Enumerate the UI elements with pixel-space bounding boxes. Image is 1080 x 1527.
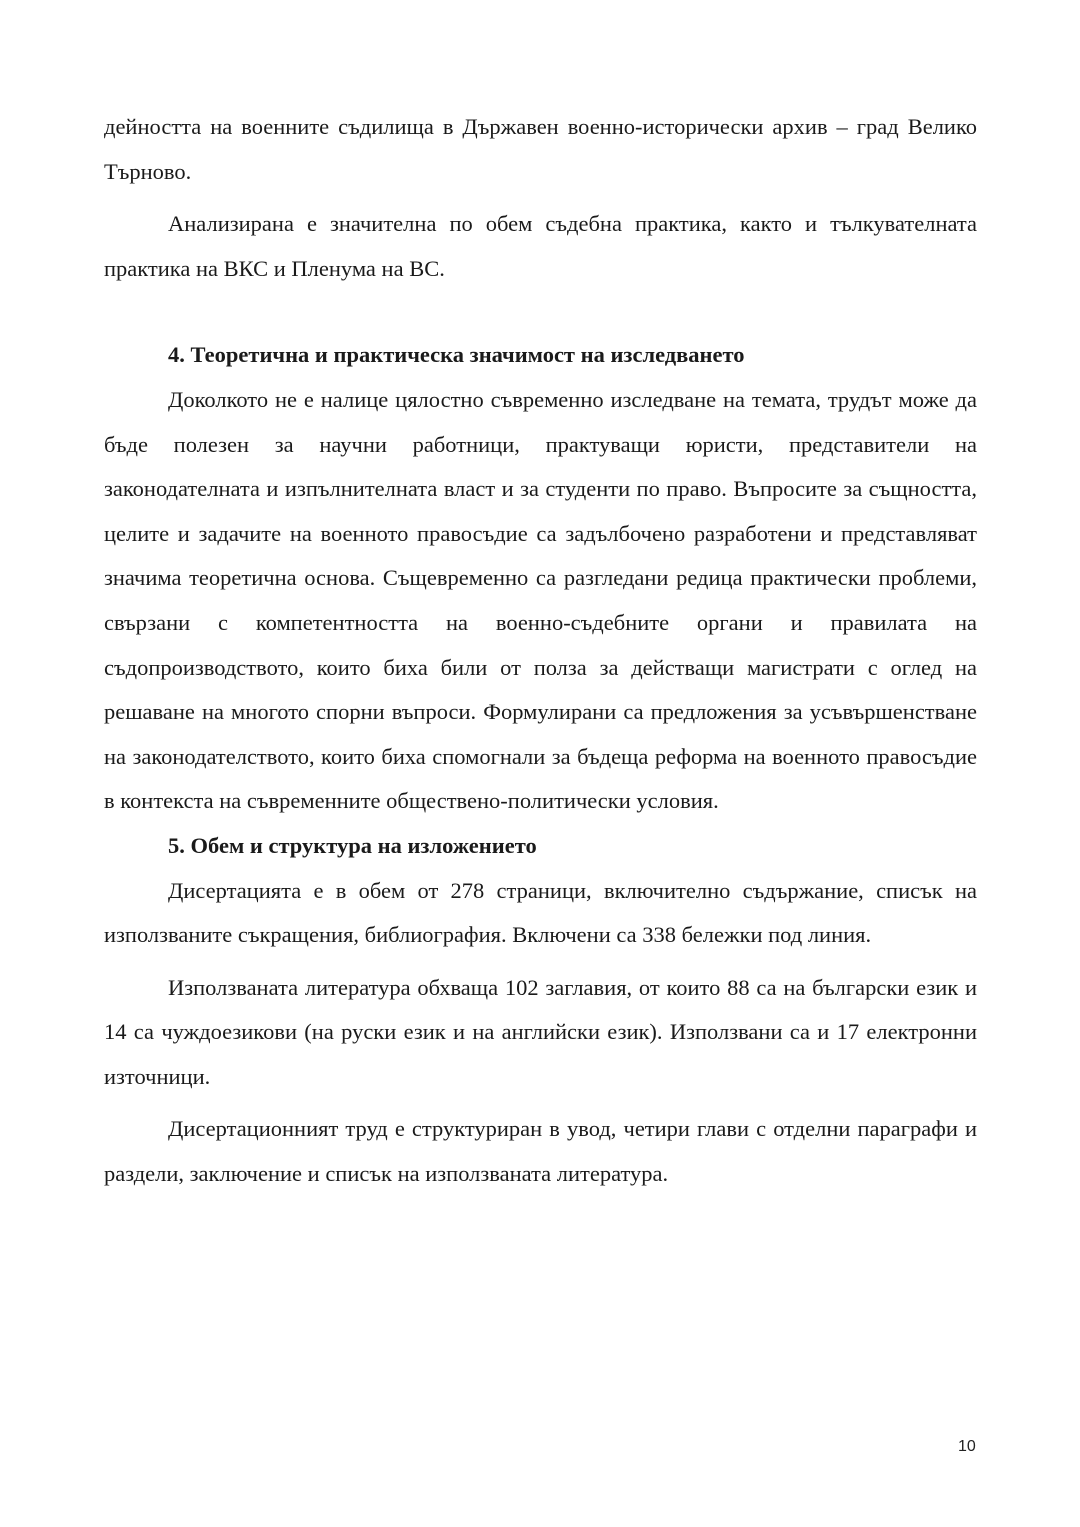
section-4-heading: 4. Теоретична и практическа значимост на изследването bbox=[168, 342, 745, 368]
section-5-volume-paragraph: Дисертацията е в обем от 278 страници, включително съдържание, списък на използваните съкращения, библиография. Включени са 338 бележки под линия. bbox=[104, 877, 977, 948]
section-5-structure-paragraph: Дисертационният труд е структуриран в увод, четири глави с отделни параграфи и раздели, заключение и списък на използваната литература. bbox=[104, 1116, 977, 1187]
section-5-literature-paragraph: Използваната литература обхваща 102 заглавия, от които 88 са на български език и 14 са чуждоезикови (на руски език и на английски език). Използвани са и 17 електронни източници. bbox=[104, 974, 977, 1089]
document-page bbox=[104, 105, 977, 1197]
section-4-body: Доколкото не е налице цялостно съвременно изследване на темата, трудът може да бъде полезен за научни работници, практуващи юристи, представители на законодателната и изпълнителната власт и за студенти по право. Въпросите за същността, целите и задачите на военното правосъдие са задълбочено разработени и представляват значима теоретична основа. Същевременно са разгледани редица практически проблеми, свързани с компетентността на военно-съдебните органи и правилата на съдопроизводството, които биха били от полза за действащи магистрати с оглед на решаване на многото спорни въпроси. Формулирани са предложения за усъвършенстване на законодателството, които биха спомогнали за бъдеща реформа на военното правосъдие в контекста на съвременните обществено-политически условия. bbox=[104, 386, 977, 814]
page-number: 10 bbox=[958, 1438, 976, 1455]
paragraph-archive-continuation: дейността на военните съдилища в Държавен военно-исторически архив – град Велико Търново. bbox=[104, 114, 977, 184]
section-5-heading: 5. Обем и структура на изложението bbox=[168, 832, 537, 858]
paragraph-case-law-analysis: Анализирана е значителна по обем съдебна практика, както и тълкувателната практика на ВКС и Пленума на ВС. bbox=[104, 211, 977, 281]
